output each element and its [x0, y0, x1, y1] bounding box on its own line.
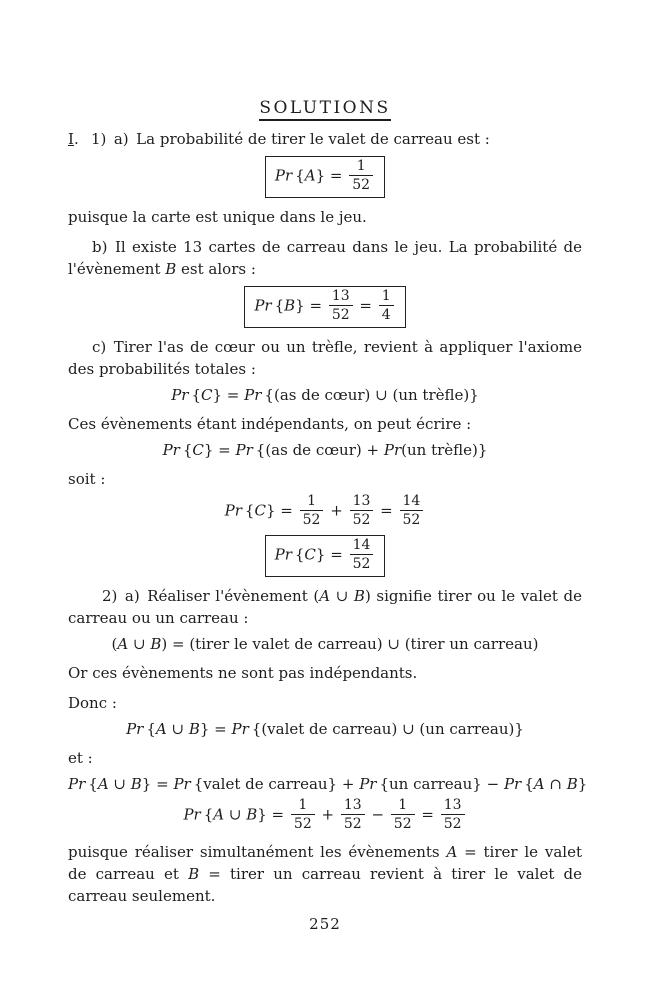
math-roman-text: ∪ [108, 775, 131, 793]
math-roman-text: } = [203, 441, 236, 459]
math-roman-text: } = [212, 386, 245, 404]
paragraph-conclusion [68, 841, 582, 907]
fraction-numerator: 13 [350, 493, 374, 511]
paragraph-unique-card: puisque la carte est unique dans le jeu. [68, 208, 367, 226]
paragraph-text: = tirer un carreau revient à tirer le valet de carreau seulement. [68, 865, 583, 905]
paragraph-not-independent: Or ces évènements ne sont pas indépendants. [68, 664, 418, 682]
math-variable: A [319, 587, 331, 605]
math-roman-text: { [188, 386, 202, 404]
fraction-numerator: 1 [379, 288, 394, 306]
fraction-denominator: 52 [331, 307, 350, 323]
paragraph-donc: Donc : [68, 694, 117, 712]
math-roman-text: { [241, 501, 255, 520]
paragraph-text: est alors : [176, 260, 256, 278]
fraction-numerator: 1 [349, 158, 373, 176]
math-roman-text: } = [141, 775, 174, 793]
fraction-denominator: 52 [343, 816, 362, 832]
equation-ab-definition [68, 634, 582, 654]
fraction-numerator: 13 [329, 288, 353, 306]
math-roman-text: } = [315, 545, 348, 564]
page-title [68, 96, 582, 120]
equation-ab-union [68, 719, 582, 739]
math-roman-text: { [271, 296, 285, 315]
math-operator: ∪ [330, 587, 354, 605]
math-italic-text: A [117, 635, 129, 653]
fraction-denominator: 52 [393, 816, 412, 832]
math-roman-text: − [366, 805, 389, 824]
math-italic-text: A [155, 720, 167, 738]
boxed-formula-pr-b [244, 286, 405, 328]
math-italic-text: Pr [126, 720, 144, 738]
fraction [291, 797, 315, 832]
math-roman-text: + [316, 805, 339, 824]
math-italic-text: C [192, 441, 204, 459]
paragraph-et: et : [68, 749, 93, 767]
paragraph-independent-events: Ces évènements étant indépendants, on peut écrire : [68, 415, 472, 433]
fraction-denominator: 52 [443, 816, 462, 832]
section-numeral: I [68, 130, 74, 148]
math-italic-text: Pr [231, 720, 249, 738]
fraction [350, 537, 374, 572]
paragraph-2a [68, 585, 582, 629]
math-italic-text: B [150, 635, 162, 653]
fraction [300, 493, 324, 528]
fraction-numerator: 13 [341, 797, 365, 815]
math-italic-text: B [188, 720, 200, 738]
math-italic-text: Pr [359, 775, 377, 793]
math-roman-text: ∪ [224, 805, 247, 824]
math-italic-text: A [97, 775, 109, 793]
fraction [379, 288, 394, 323]
math-italic-text: Pr [503, 775, 522, 793]
math-roman-text: {(as de cœur) ∪ (un trèfle)} [261, 386, 479, 404]
fraction-denominator: 4 [381, 307, 391, 323]
paragraph-text: b) Il existe 13 cartes de carreau dans le jeu. La probabilité de l'évènement [68, 238, 582, 278]
equation-box-b-row [68, 286, 582, 328]
fraction-numerator: 1 [391, 797, 415, 815]
math-roman-text: = [416, 805, 439, 824]
math-roman-text: } [577, 775, 588, 793]
boxed-formula-pr-a [265, 156, 385, 198]
math-roman-text: ∪ [166, 720, 189, 738]
fraction-numerator: 1 [291, 797, 315, 815]
math-italic-text: Pr [173, 775, 191, 793]
math-roman-text: { [291, 545, 305, 564]
fraction-numerator: 14 [400, 493, 424, 511]
fraction-denominator: 52 [402, 512, 421, 528]
math-variable: B [188, 865, 200, 883]
math-variable: A [446, 843, 458, 861]
math-roman-text: { [200, 805, 214, 824]
fraction-numerator: 1 [300, 493, 324, 511]
math-italic-text: Pr [162, 441, 180, 459]
fraction-denominator: 52 [293, 816, 312, 832]
math-roman-text: { [143, 720, 156, 738]
math-italic-text: A [304, 166, 316, 185]
paragraph-text: puisque réaliser simultanément les évènements [68, 843, 447, 861]
paragraph-text: = tirer le valet de carreau et [68, 843, 582, 883]
equation-box-c-row [68, 535, 582, 577]
math-roman-text: {(as de cœur) + [252, 441, 384, 459]
math-italic-text: C [304, 545, 316, 564]
math-roman-text: } = [257, 805, 289, 824]
paragraph-soit: soit : [68, 470, 106, 488]
math-roman-text: { [179, 441, 193, 459]
math-italic-text: Pr [224, 501, 242, 520]
math-italic-text: Pr [235, 441, 253, 459]
equation-box-a-row [68, 156, 582, 198]
math-italic-text: Pr [68, 775, 86, 793]
math-italic-text: B [246, 805, 258, 824]
fraction-denominator: 52 [352, 177, 371, 193]
equation-c-plus [68, 440, 582, 460]
page-number: 252 [309, 915, 341, 933]
math-roman-text: { [292, 166, 305, 185]
fraction [391, 797, 415, 832]
fraction-denominator: 52 [352, 556, 371, 572]
math-italic-text: Pr [254, 296, 272, 315]
fraction-denominator: 52 [352, 512, 371, 528]
paragraph-text: . 1) a) La probabilité de tirer le valet de carreau est : [73, 130, 490, 148]
equation-ab-expanded [68, 774, 588, 794]
fraction [329, 288, 353, 323]
math-italic-text: C [254, 501, 266, 520]
math-variable: B [165, 260, 177, 278]
math-roman-text: { [521, 775, 534, 793]
math-roman-text: } = [295, 296, 327, 315]
math-roman-text: + [325, 501, 348, 520]
math-italic-text: Pr [171, 386, 189, 404]
math-italic-text: C [201, 386, 213, 404]
paragraph-text: 2) a) Réaliser l'évènement ( [102, 587, 320, 605]
equation-c-union [68, 385, 582, 405]
page-title-text: SOLUTIONS [259, 98, 390, 121]
fraction [341, 797, 365, 832]
fraction [350, 493, 374, 528]
fraction [441, 797, 465, 832]
paragraph-c: c) Tirer l'as de cœur ou un trèfle, revient à appliquer l'axiome des probabilités totales : [68, 338, 582, 378]
math-roman-text: } = [199, 720, 232, 738]
math-roman-text: = [354, 296, 377, 315]
math-italic-text: Pr [383, 441, 402, 459]
math-roman-text: ∩ [544, 775, 567, 793]
math-italic-text: Pr [244, 386, 262, 404]
math-italic-text: B [130, 775, 142, 793]
math-italic-text: Pr [274, 166, 293, 185]
fraction-denominator: 52 [302, 512, 321, 528]
math-roman-text: ) = (tirer le valet de carreau) ∪ (tirer un carreau) [161, 635, 539, 653]
paragraph-b [68, 236, 582, 280]
math-variable: B [353, 587, 365, 605]
math-italic-text: B [566, 775, 578, 793]
math-italic-text: B [284, 296, 296, 315]
math-italic-text: Pr [183, 805, 201, 824]
math-roman-text: {valet de carreau} + [190, 775, 360, 793]
boxed-formula-pr-c [265, 535, 386, 577]
math-italic-text: Pr [274, 545, 292, 564]
math-roman-text: {un carreau} − [376, 775, 504, 793]
equation-c-fractions [68, 494, 582, 529]
fraction [400, 493, 424, 528]
math-italic-text: A [533, 775, 545, 793]
math-roman-text: } = [265, 501, 298, 520]
math-roman-text: {(valet de carreau) ∪ (un carreau)} [248, 720, 524, 738]
paragraph-I-1a [68, 128, 582, 150]
paragraph-text: ) signifie tirer ou le valet de carreau ou un carreau : [68, 587, 582, 627]
math-roman-text: ( [111, 635, 118, 653]
equation-ab-fractions [68, 798, 582, 833]
math-roman-text: { [85, 775, 98, 793]
math-roman-text: (un trèfle)} [401, 441, 488, 459]
math-roman-text: ∪ [128, 635, 151, 653]
fraction-numerator: 13 [441, 797, 465, 815]
fraction [349, 158, 373, 193]
math-roman-text: = [375, 501, 398, 520]
math-italic-text: A [213, 805, 225, 824]
math-roman-text: } = [315, 166, 348, 185]
fraction-numerator: 14 [350, 537, 374, 555]
